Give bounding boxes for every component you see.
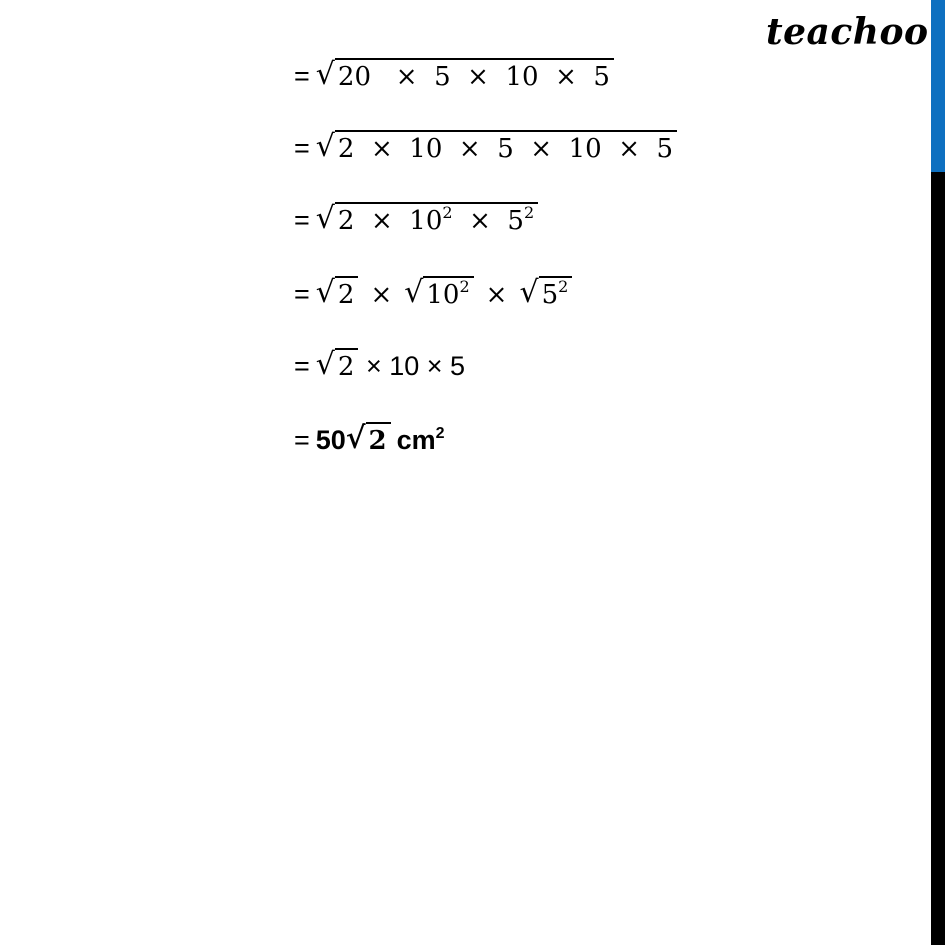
radical-icon: √ <box>345 421 366 456</box>
equals-sign: = <box>294 205 310 235</box>
equation-line-5 <box>294 348 465 380</box>
radicand: 2 × 10 × 5 × 10 × 5 <box>335 130 677 162</box>
times-sign: × <box>485 280 508 310</box>
radical-icon: √ <box>519 275 539 310</box>
radicand: 2 <box>335 348 359 380</box>
radicand <box>423 276 473 308</box>
radical-icon: √ <box>315 347 335 382</box>
exponent: 2 <box>523 203 535 222</box>
radicand <box>335 202 538 234</box>
square-root <box>316 276 359 308</box>
times-sign: × <box>370 280 393 310</box>
equation-line-3 <box>294 202 538 234</box>
exponent: 2 <box>442 203 453 222</box>
square-root <box>316 348 359 380</box>
unit-exponent: 2 <box>435 425 445 442</box>
radicand: 20 × 5 × 10 × 5 <box>335 58 614 90</box>
square-root <box>519 276 572 308</box>
radical-icon: √ <box>315 129 335 164</box>
equation-line-1 <box>294 58 614 90</box>
radicand: 2 <box>366 422 391 454</box>
unit-text: cm <box>396 425 436 455</box>
equation-line-4 <box>294 276 572 308</box>
sidebar-accent <box>931 0 945 172</box>
radical-icon: √ <box>315 57 335 92</box>
radical-icon: √ <box>315 275 335 310</box>
equals-sign: = <box>294 351 310 381</box>
coefficient: 50 <box>315 425 346 455</box>
base: 10 <box>426 280 460 310</box>
equals-sign: = <box>294 279 310 309</box>
square-root <box>316 58 614 90</box>
product-text: × 10 × 5 <box>358 351 466 381</box>
square-root <box>404 276 473 308</box>
equals-sign: = <box>294 425 310 455</box>
radicand-part: × 5 <box>452 206 524 236</box>
square-root <box>346 422 391 454</box>
square-root <box>316 202 538 234</box>
equals-sign: = <box>294 133 310 163</box>
exponent: 2 <box>558 277 569 296</box>
radical-icon: √ <box>315 201 335 236</box>
base: 5 <box>541 280 559 310</box>
unit <box>397 427 445 454</box>
radicand <box>539 276 573 308</box>
radicand: 2 <box>335 276 359 308</box>
equation-line-6-answer <box>294 422 445 454</box>
square-root <box>316 130 677 162</box>
teachoo-logo: teachoo <box>766 11 929 53</box>
equals-sign: = <box>294 61 310 91</box>
equation-line-2 <box>294 130 677 162</box>
radicand-part: 2 × 10 <box>337 206 443 236</box>
exponent: 2 <box>459 277 470 296</box>
radical-icon: √ <box>404 275 424 310</box>
